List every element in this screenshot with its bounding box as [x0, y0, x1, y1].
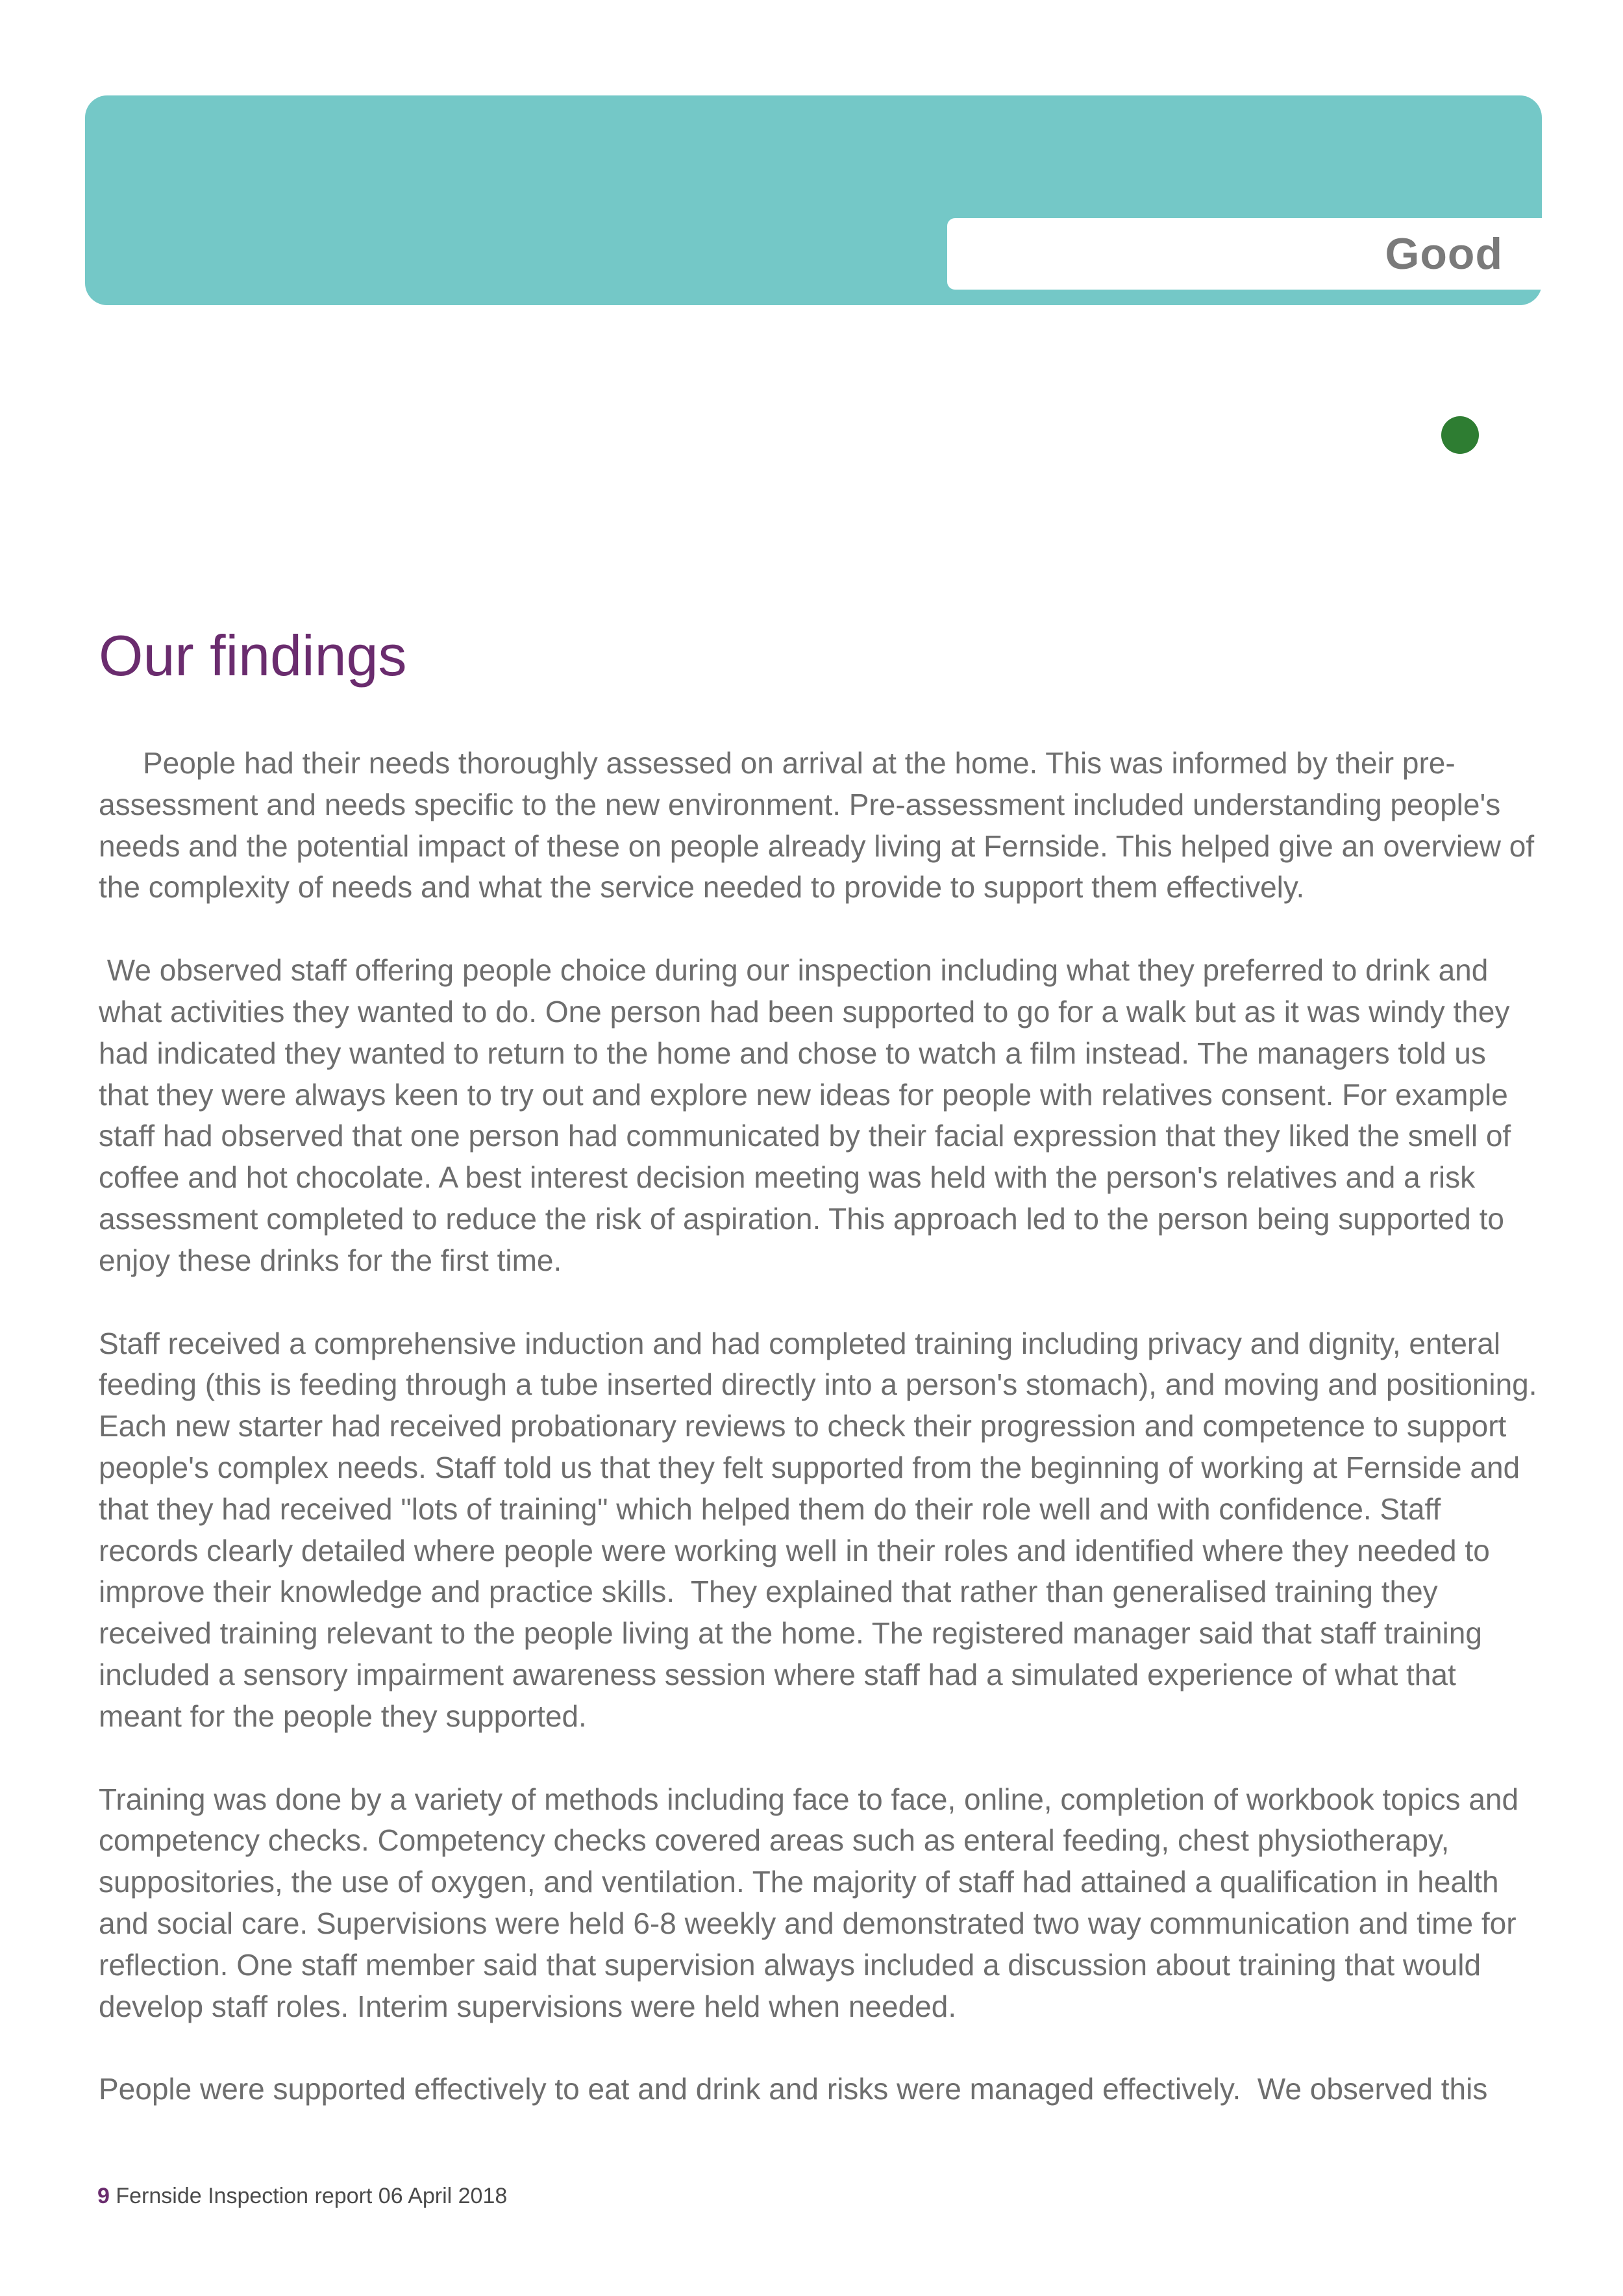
rating-box [947, 218, 1583, 290]
findings-paragraph: Training was done by a variety of methods including face to face, online, completion of workbook topics and competency checks. Competency checks covered areas such as enteral feeding, chest physiotherapy, suppositories, the use of oxygen, and ventilation. The majority of staff had attained a qualification in health and social care. Supervisions were held 6-8 weekly and demonstrated two way communication and time for reflection. One staff member said that supervision always included a discussion about training that would develop staff roles. Interim supervisions were held when needed. [99, 1782, 1527, 2023]
rating-indicator-dot [1441, 416, 1479, 454]
footer-report-title: Fernside Inspection report 06 April 2018 [109, 2184, 508, 2208]
rating-label: Good [1385, 229, 1503, 279]
page-number: 9 [97, 2184, 110, 2208]
findings-paragraph: We observed staff offering people choice during our inspection including what they preferred to drink and what activities they wanted to do. One person had been supported to go for a walk but as it was windy they had indicated they wanted to return to the home and chose to watch a film instead. The managers told us that they were always keen to try out and explore new ideas for people with relatives consent. For example staff had observed that one person had communicated by their facial expression that they liked the smell of coffee and hot chocolate. A best interest decision meeting was held with the person's relatives and a risk assessment completed to reduce the risk of aspiration. This approach led to the person being supported to enjoy these drinks for the first time. [99, 953, 1519, 1277]
findings-paragraph: Staff received a comprehensive induction and had completed training including privacy and dignity, enteral feeding (this is feeding through a tube inserted directly into a person's stomach), and moving and positioning. Each new starter had received probationary reviews to check their progression and competence to support people's complex needs. Staff told us that they felt supported from the beginning of working at Fernside and that they had received "lots of training" which helped them do their role well and with confidence. Staff records clearly detailed where people were working well in their roles and identified where they needed to improve their knowledge and practice skills. They explained that rather than generalised training they received training relevant to the people living at the home. The registered manager said that staff training included a sensory impairment awareness session where staff had a simulated experience of what that meant for the people they supported. [99, 1326, 1546, 1733]
findings-body [99, 743, 1544, 2152]
findings-paragraph: People were supported effectively to eat and drink and risks were managed effectively. We observed this [99, 2072, 1488, 2106]
page-title: Our findings [99, 623, 407, 688]
rating-banner [85, 95, 1542, 305]
page-footer [97, 2182, 507, 2210]
findings-paragraph: People had their needs thoroughly assessed on arrival at the home. This was informed by their pre-assessment and needs specific to the new environment. Pre-assessment included understanding people's needs and the potential impact of these on people already living at Fernside. This helped give an overview of the complexity of needs and what the service needed to provide to support them effectively. [99, 746, 1542, 905]
